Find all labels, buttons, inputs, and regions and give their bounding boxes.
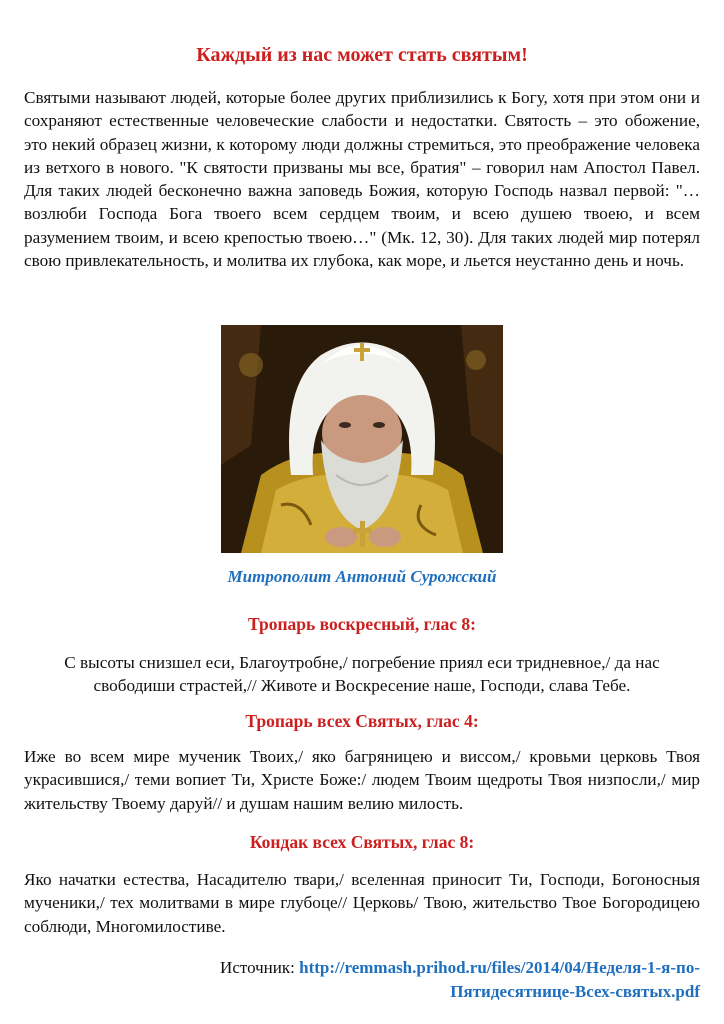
section-text-kontakion-all-saints: Яко начатки естества, Насадителю твари,/ вселенная приносит Ти, Господи, Богоносныя мученики,/ тех молитвами в мире глубоце// Церковь/ Твою, жительство Твое Богородицею соблюди, Многомилостиве.	[24, 870, 700, 936]
section-heading-kontakion-all-saints: Кондак всех Святых, глас 8:	[249, 832, 475, 852]
portrait-illustration	[221, 325, 503, 553]
section-text-troparion-all-saints: Иже во всем мире мученик Твоих,/ яко багряницею и виссом,/ кровьми церковь Твоя украсившися,/ теми вопиет Ти, Христе Боже:/ людем Твоим щедроты Твоя низпосли,/ мир жительству Твоему даруй// и душам нашим велию милость.	[24, 747, 700, 813]
source-line	[140, 956, 700, 1004]
section-heading-troparion-sunday: Тропарь воскресный, глас 8:	[247, 614, 477, 634]
section-heading-troparion-all-saints: Тропарь всех Святых, глас 4:	[245, 711, 479, 731]
source-label: Источник:	[220, 958, 295, 977]
section-text-troparion-sunday: С высоты снизшел еси, Благоутробне,/ погребение приял еси тридневное,/ да нас свободиши страстей,// Животе и Воскресение наше, Господи, слава Тебе.	[64, 653, 660, 696]
source-link[interactable]: http://remmash.prihod.ru/files/2014/04/Неделя-1-я-по-Пятидесятнице-Всех-святых.pdf	[299, 958, 700, 1001]
page-title: Каждый из нас может стать святым!	[196, 44, 528, 66]
intro-paragraph: Святыми называют людей, которые более других приблизились к Богу, хотя при этом они и сохраняют естественные человеческие слабости и недостатки. Святость – это обожение, это некий образец жизни, к которому люди должны стремиться, это преображение человека из ветхого в нового. "К святости призваны мы все, братия" – говорил нам Апостол Павел. Для таких людей бесконечно важна заповедь Божия, которую Господь назвал первой: "…возлюби Господа Бога твоего всем сердцем твоим, и всею душею твоею, и всем разумением твоим, и всею крепостью твоею…" (Мк. 12, 30). Для таких людей мир потерял свою привлекательность, и молитва их глубока, как море, и льется неустанно день и ночь.	[24, 88, 700, 271]
photo-caption: Митрополит Антоний Сурожский	[227, 567, 497, 586]
metropolitan-photo	[221, 325, 503, 553]
